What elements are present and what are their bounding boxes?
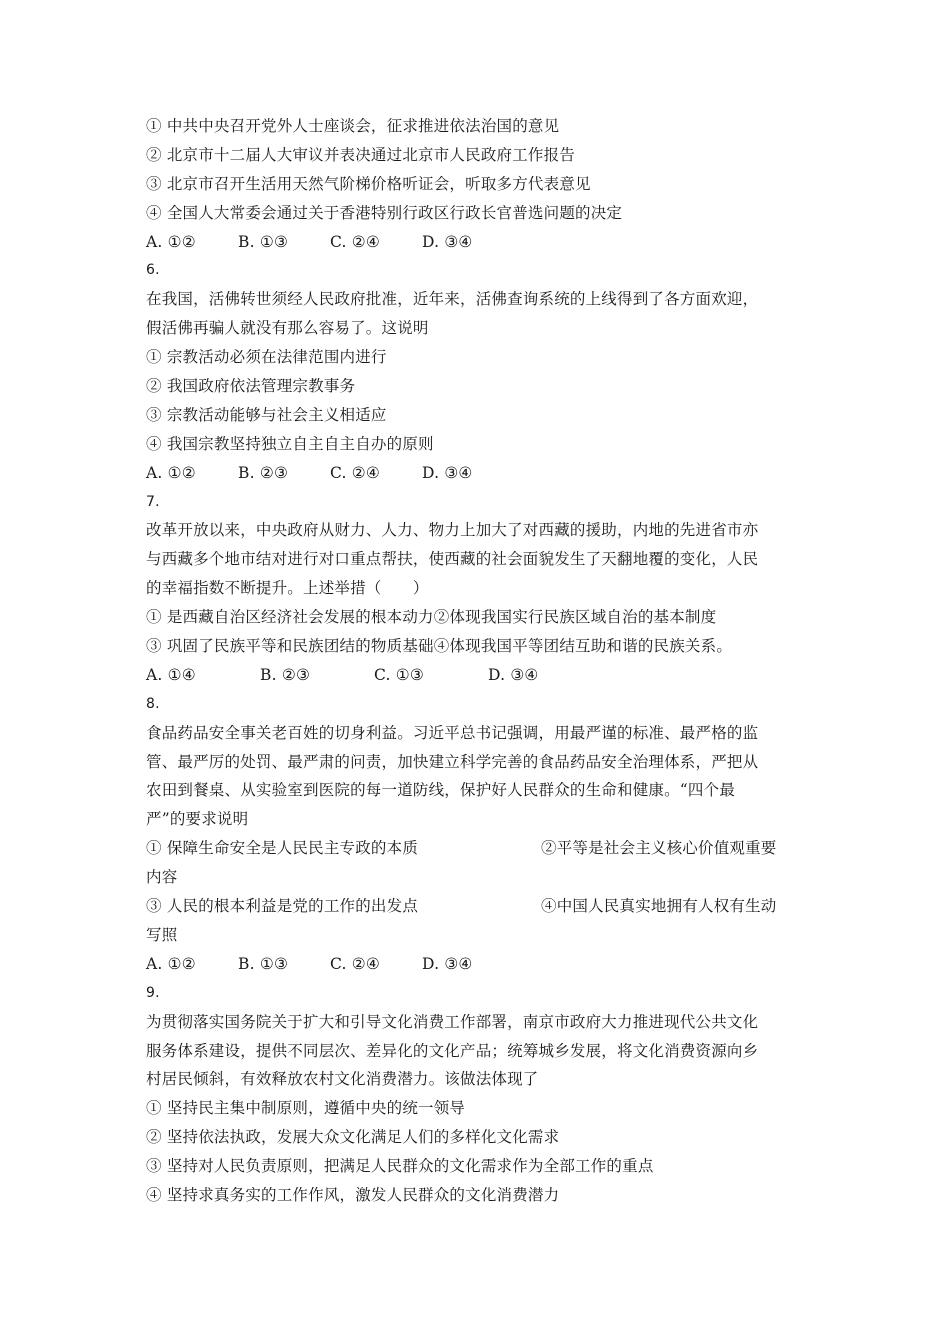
q7-stem-line-3: 的幸福指数不断提升。上述举措（ ） bbox=[146, 579, 429, 598]
q5-option-a: A. ①② bbox=[146, 232, 196, 251]
q9-item-1: ① 坚持民主集中制原则，遵循中央的统一领导 bbox=[146, 1099, 466, 1118]
q6-item-1: ① 宗教活动必须在法律范围内进行 bbox=[146, 348, 387, 367]
q6-item-4: ④ 我国宗教坚持独立自主自主自办的原则 bbox=[146, 434, 434, 453]
q6-item-2: ② 我国政府依法管理宗教事务 bbox=[146, 377, 356, 396]
q5-options bbox=[146, 228, 806, 257]
question-5-items bbox=[146, 112, 806, 228]
q8-item-2-continued: 内容 bbox=[146, 868, 178, 887]
q9-item-2: ② 坚持依法执政，发展大众文化满足人们的多样化文化需求 bbox=[146, 1128, 560, 1147]
q7-option-a: A. ①④ bbox=[146, 665, 196, 684]
q8-item-4-continued: 写照 bbox=[146, 925, 178, 944]
q7-option-d: D. ③④ bbox=[488, 665, 539, 684]
q8-stem-line-1: 食品药品安全事关老百姓的切身利益。习近平总书记强调，用最严谨的标准、最严格的监 bbox=[146, 723, 759, 742]
q8-stem-line-2: 管、最严厉的处罚、最严肃的问责，加快建立科学完善的食品药品安全治理体系，严把从 bbox=[146, 752, 759, 771]
q8-options bbox=[146, 950, 806, 979]
q8-item-2: ②平等是社会主义核心价值观重要 bbox=[541, 839, 777, 858]
document-page bbox=[146, 112, 806, 1210]
q8-stem-line-4: 严”的要求说明 bbox=[146, 810, 249, 829]
q9-stem-line-3: 村居民倾斜，有效释放农村文化消费潜力。该做法体现了 bbox=[146, 1070, 539, 1089]
q9-stem-line-2: 服务体系建设，提供不同层次、差异化的文化产品；统筹城乡发展，将文化消费资源向乡 bbox=[146, 1041, 759, 1060]
q5-item-2: ② 北京市十二届人大审议并表决通过北京市人民政府工作报告 bbox=[146, 145, 576, 164]
q7-options bbox=[146, 661, 806, 690]
q7-stem-line-1: 改革开放以来，中央政府从财力、人力、物力上加大了对西藏的援助，内地的先进省市亦 bbox=[146, 521, 759, 540]
q8-stem-line-3: 农田到餐桌、从实验室到医院的每一道防线，保护好人民群众的生命和健康。“四个最 bbox=[146, 781, 736, 800]
q7-option-b: B. ②③ bbox=[260, 665, 311, 684]
q7-stem-line-2: 与西藏多个地市结对进行对口重点帮扶，使西藏的社会面貌发生了天翻地覆的变化，人民 bbox=[146, 550, 759, 569]
q8-item-row-2 bbox=[146, 892, 806, 921]
q6-option-a: A. ①② bbox=[146, 463, 196, 482]
q5-item-3: ③ 北京市召开生活用天然气阶梯价格听证会，听取多方代表意见 bbox=[146, 174, 591, 193]
q5-option-c: C. ②④ bbox=[330, 232, 380, 251]
q6-stem-line-1: 在我国，活佛转世须经人民政府批准，近年来，活佛查询系统的上线得到了各方面欢迎， bbox=[146, 290, 759, 309]
q8-item-1: ① 保障生命安全是人民民主专政的本质 bbox=[146, 839, 419, 858]
q5-item-1: ① 中共中央召开党外人士座谈会，征求推进依法治国的意见 bbox=[146, 117, 560, 135]
q8-number: 8. bbox=[146, 695, 160, 712]
q8-option-a: A. ①② bbox=[146, 954, 196, 973]
q8-item-3: ③ 人民的根本利益是党的工作的出发点 bbox=[146, 897, 419, 916]
q6-stem-line-2: 假活佛再骗人就没有那么容易了。这说明 bbox=[146, 319, 429, 338]
q6-number: 6. bbox=[146, 262, 160, 279]
q9-stem-line-1: 为贯彻落实国务院关于扩大和引导文化消费工作部署，南京市政府大力推进现代公共文化 bbox=[146, 1012, 759, 1031]
q7-option-c: C. ①③ bbox=[374, 665, 424, 684]
q8-option-d: D. ③④ bbox=[422, 954, 473, 973]
q7-item-row-1: ① 是西藏自治区经济社会发展的根本动力②体现我国实行民族区域自治的基本制度 bbox=[146, 608, 717, 627]
q6-options bbox=[146, 459, 806, 488]
q5-option-b: B. ①③ bbox=[238, 232, 289, 251]
q7-number: 7. bbox=[146, 493, 160, 510]
q6-option-b: B. ②③ bbox=[238, 463, 289, 482]
q7-item-row-2: ③ 巩固了民族平等和民族团结的物质基础④体现我国平等团结互助和谐的民族关系。 bbox=[146, 637, 733, 656]
q9-number: 9. bbox=[146, 984, 160, 1001]
q8-option-c: C. ②④ bbox=[330, 954, 380, 973]
q6-option-c: C. ②④ bbox=[330, 463, 380, 482]
q6-item-3: ③ 宗教活动能够与社会主义相适应 bbox=[146, 405, 387, 424]
q6-option-d: D. ③④ bbox=[422, 463, 473, 482]
q8-option-b: B. ①③ bbox=[238, 954, 289, 973]
q5-item-4: ④ 全国人大常委会通过关于香港特别行政区行政长官普选问题的决定 bbox=[146, 203, 623, 222]
q5-option-d: D. ③④ bbox=[422, 232, 473, 251]
q8-item-4: ④中国人民真实地拥有人权有生动 bbox=[541, 897, 777, 916]
q8-item-row-1 bbox=[146, 834, 806, 863]
q9-item-4: ④ 坚持求真务实的工作作风，激发人民群众的文化消费潜力 bbox=[146, 1185, 560, 1204]
q9-item-3: ③ 坚持对人民负责原则，把满足人民群众的文化需求作为全部工作的重点 bbox=[146, 1157, 654, 1176]
